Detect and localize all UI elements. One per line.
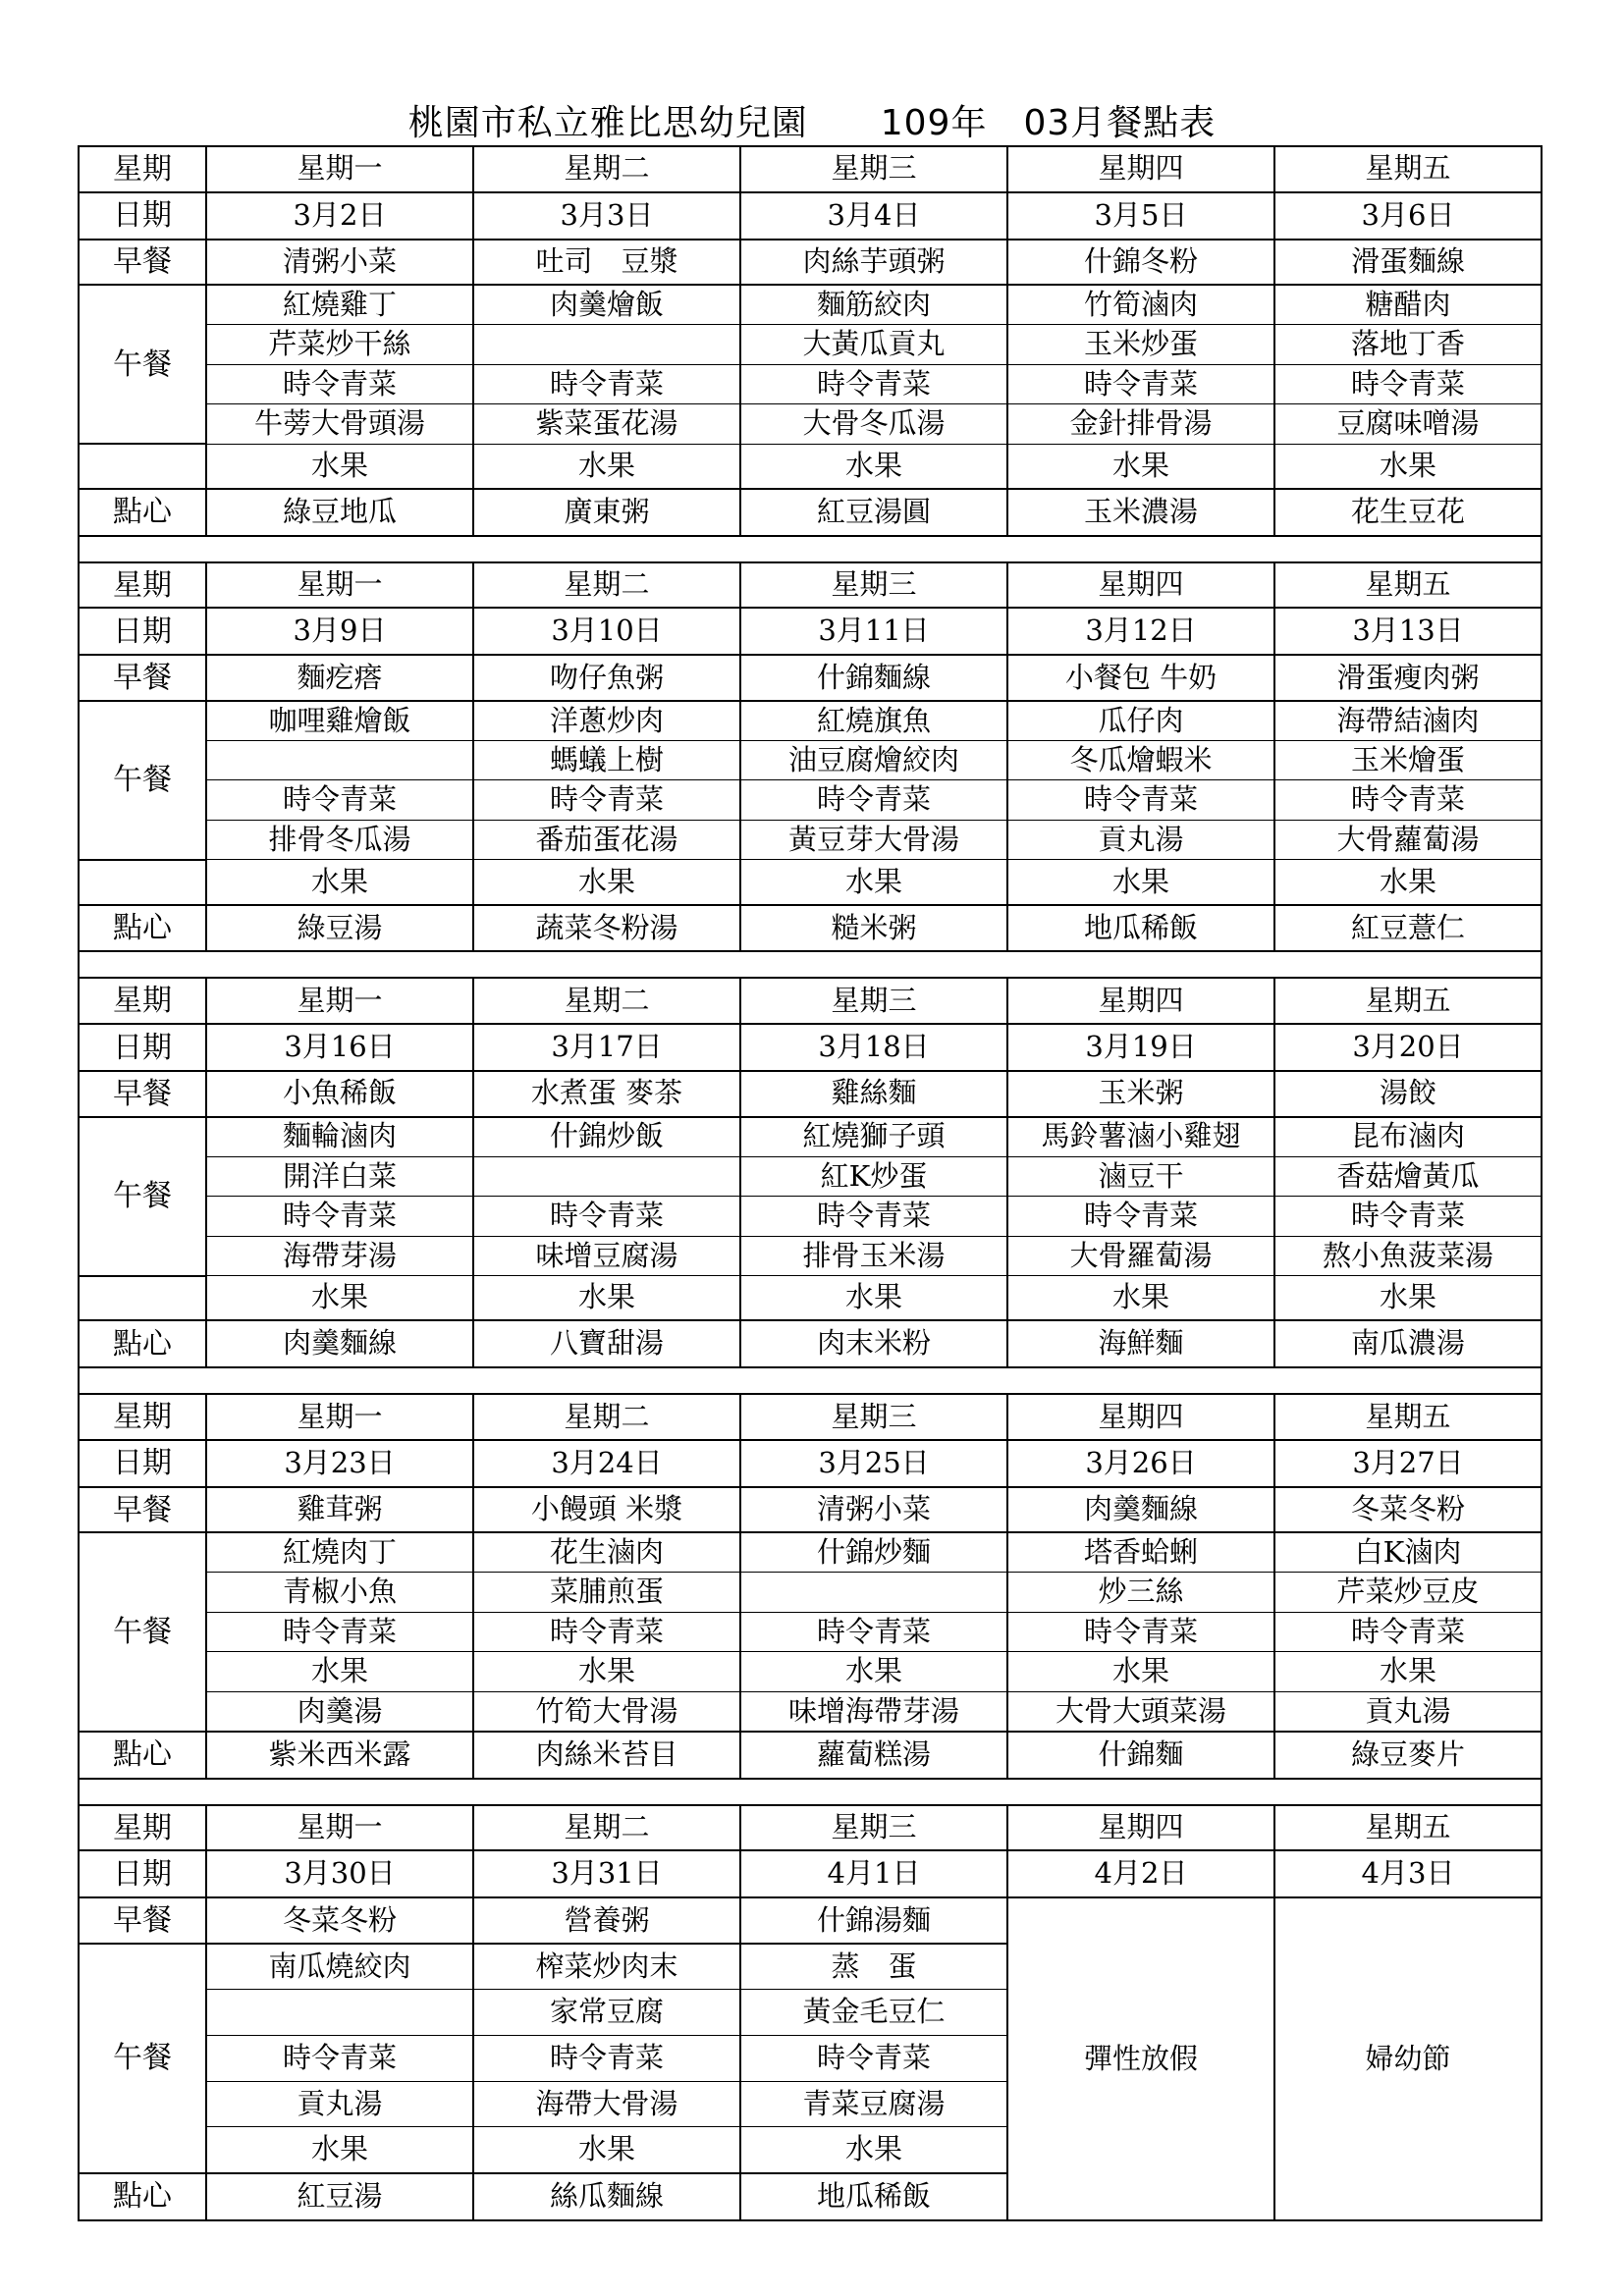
lunch-cell: 水果 [473,860,740,905]
snack-cell: 紅豆湯圓 [740,489,1007,536]
breakfast-label: 早餐 [79,1071,206,1117]
weekday-label: 星期 [79,146,206,192]
breakfast-row [79,1897,1542,1944]
lunch-cell: 貢丸湯 [206,2081,473,2127]
lunch-cell: 水果 [473,2127,740,2173]
lunch-cell: 水果 [1274,1276,1542,1321]
lunch-label-blank [79,1276,206,1321]
breakfast-cell: 什錦湯麵 [740,1897,1007,1944]
lunch-cell: 時令青菜 [473,364,740,404]
weekday-cell: 星期五 [1274,1805,1542,1851]
lunch-cell: 時令青菜 [473,1612,740,1652]
lunch-cell: 南瓜燒絞肉 [206,1944,473,1990]
weekday-cell: 星期一 [206,1394,473,1440]
lunch-row [79,701,1542,741]
date-cell: 4月2日 [1007,1850,1274,1897]
lunch-cell: 時令青菜 [1274,780,1542,821]
date-cell: 3月27日 [1274,1440,1542,1487]
lunch-cell: 昆布滷肉 [1274,1117,1542,1157]
lunch-cell: 水果 [1007,1276,1274,1321]
lunch-cell: 紅燒旗魚 [740,701,1007,741]
lunch-cell: 開洋白菜 [206,1156,473,1197]
weekday-cell: 星期二 [473,1394,740,1440]
date-cell: 3月11日 [740,608,1007,655]
date-cell: 3月5日 [1007,192,1274,240]
lunch-cell: 麵輪滷肉 [206,1117,473,1157]
lunch-cell: 竹筍滷肉 [1007,285,1274,325]
date-label: 日期 [79,192,206,240]
snack-cell: 肉絲米苔目 [473,1732,740,1779]
snack-cell: 廣東粥 [473,489,740,536]
date-cell: 3月13日 [1274,608,1542,655]
weekday-cell: 星期五 [1274,562,1542,609]
separator-cell [79,1779,1542,1805]
lunch-cell: 白K滷肉 [1274,1532,1542,1573]
breakfast-cell: 小餐包 牛奶 [1007,655,1274,701]
lunch-cell: 時令青菜 [473,2035,740,2081]
lunch-cell: 時令青菜 [206,1197,473,1237]
lunch-cell: 水果 [473,1276,740,1321]
snack-row [79,1732,1542,1779]
lunch-cell: 炒三絲 [1007,1573,1274,1613]
separator-cell [79,1367,1542,1394]
breakfast-cell: 什錦冬粉 [1007,240,1274,286]
lunch-cell: 水果 [740,1652,1007,1692]
lunch-cell: 黃豆芽大骨湯 [740,820,1007,860]
weekday-cell: 星期五 [1274,1394,1542,1440]
lunch-cell: 排骨玉米湯 [740,1236,1007,1276]
date-label: 日期 [79,1440,206,1487]
date-row [79,608,1542,655]
lunch-cell: 貢丸湯 [1274,1691,1542,1732]
lunch-cell: 油豆腐燴絞肉 [740,740,1007,780]
snack-cell: 地瓜稀飯 [1007,905,1274,952]
lunch-cell: 水果 [1007,1652,1274,1692]
date-cell: 3月30日 [206,1850,473,1897]
lunch-label: 午餐 [79,1532,206,1732]
date-cell: 3月12日 [1007,608,1274,655]
lunch-cell: 水果 [473,1652,740,1692]
snack-cell: 絲瓜麵線 [473,2173,740,2220]
lunch-cell: 水果 [740,1276,1007,1321]
lunch-cell: 貢丸湯 [1007,820,1274,860]
breakfast-label: 早餐 [79,1897,206,1944]
snack-cell: 紫米西米露 [206,1732,473,1779]
lunch-cell: 海帶芽湯 [206,1236,473,1276]
lunch-cell: 青菜豆腐湯 [740,2081,1007,2127]
lunch-cell: 時令青菜 [740,1612,1007,1652]
breakfast-row [79,655,1542,701]
lunch-cell: 肉羹湯 [206,1691,473,1732]
lunch-cell: 時令青菜 [206,364,473,404]
lunch-cell: 大骨大頭菜湯 [1007,1691,1274,1732]
lunch-cell: 時令青菜 [740,780,1007,821]
snack-cell: 什錦麵 [1007,1732,1274,1779]
lunch-cell: 時令青菜 [740,364,1007,404]
date-cell: 3月16日 [206,1024,473,1071]
date-cell: 3月6日 [1274,192,1542,240]
lunch-cell: 時令青菜 [1274,1612,1542,1652]
date-cell: 3月19日 [1007,1024,1274,1071]
snack-label: 點心 [79,2173,206,2220]
lunch-cell: 時令青菜 [473,1197,740,1237]
date-row [79,1850,1542,1897]
lunch-row [79,1197,1542,1237]
breakfast-cell: 水煮蛋 麥茶 [473,1071,740,1117]
date-cell: 3月18日 [740,1024,1007,1071]
meal-schedule-table [78,145,1543,2221]
lunch-cell: 大黃瓜貢丸 [740,325,1007,365]
lunch-cell: 水果 [740,2127,1007,2173]
date-cell: 3月23日 [206,1440,473,1487]
snack-cell: 肉末米粉 [740,1320,1007,1367]
lunch-row [79,1236,1542,1276]
lunch-cell [206,1990,473,2036]
lunch-row [79,1156,1542,1197]
breakfast-cell: 冬菜冬粉 [206,1897,473,1944]
date-row [79,192,1542,240]
separator-cell [79,951,1542,978]
lunch-cell: 青椒小魚 [206,1573,473,1613]
lunch-cell: 時令青菜 [206,1612,473,1652]
lunch-cell: 時令青菜 [740,1197,1007,1237]
lunch-cell: 馬鈴薯滷小雞翅 [1007,1117,1274,1157]
weekday-row [79,146,1542,192]
breakfast-cell: 吐司 豆漿 [473,240,740,286]
snack-label: 點心 [79,1320,206,1367]
lunch-cell: 糖醋肉 [1274,285,1542,325]
separator-cell [79,536,1542,562]
breakfast-cell: 冬菜冬粉 [1274,1487,1542,1533]
lunch-cell: 芹菜炒干絲 [206,325,473,365]
lunch-cell [473,1156,740,1197]
lunch-label: 午餐 [79,701,206,860]
breakfast-cell: 吻仔魚粥 [473,655,740,701]
weekday-cell: 星期四 [1007,1805,1274,1851]
lunch-cell: 麵筋絞肉 [740,285,1007,325]
snack-cell: 八寶甜湯 [473,1320,740,1367]
date-cell: 3月25日 [740,1440,1007,1487]
lunch-cell: 冬瓜燴蝦米 [1007,740,1274,780]
lunch-cell: 番茄蛋花湯 [473,820,740,860]
breakfast-cell: 雞絲麵 [740,1071,1007,1117]
lunch-cell: 蒸 蛋 [740,1944,1007,1990]
weekday-row [79,562,1542,609]
lunch-cell: 家常豆腐 [473,1990,740,2036]
lunch-cell: 水果 [206,444,473,489]
weekday-label: 星期 [79,1394,206,1440]
week-separator [79,951,1542,978]
date-cell: 3月3日 [473,192,740,240]
lunch-row [79,1532,1542,1573]
lunch-cell: 紅燒肉丁 [206,1532,473,1573]
lunch-cell: 芹菜炒豆皮 [1274,1573,1542,1613]
breakfast-cell: 小魚稀飯 [206,1071,473,1117]
weekday-cell: 星期二 [473,1805,740,1851]
date-cell: 3月24日 [473,1440,740,1487]
date-cell: 3月17日 [473,1024,740,1071]
lunch-label: 午餐 [79,285,206,444]
snack-label: 點心 [79,489,206,536]
lunch-cell: 玉米燴蛋 [1274,740,1542,780]
lunch-label-blank [79,860,206,905]
snack-cell: 花生豆花 [1274,489,1542,536]
weekday-row [79,1805,1542,1851]
lunch-cell: 時令青菜 [1274,364,1542,404]
lunch-row [79,1573,1542,1613]
lunch-row [79,1117,1542,1157]
snack-cell: 紅豆湯 [206,2173,473,2220]
lunch-cell: 水果 [1274,1652,1542,1692]
lunch-cell: 時令青菜 [740,2035,1007,2081]
breakfast-cell: 麵疙瘩 [206,655,473,701]
week-separator [79,1779,1542,1805]
lunch-row [79,780,1542,821]
lunch-row [79,364,1542,404]
snack-label: 點心 [79,905,206,952]
lunch-row [79,404,1542,445]
breakfast-label: 早餐 [79,240,206,286]
lunch-row [79,1652,1542,1692]
lunch-cell: 肉羹燴飯 [473,285,740,325]
week-separator [79,536,1542,562]
weekday-cell: 星期一 [206,562,473,609]
lunch-cell: 大骨羅蔔湯 [1007,1236,1274,1276]
holiday-cell: 彈性放假 [1007,1897,1274,2220]
lunch-cell: 時令青菜 [206,2035,473,2081]
lunch-cell: 味增海帶芽湯 [740,1691,1007,1732]
lunch-cell: 水果 [206,860,473,905]
lunch-cell: 水果 [740,444,1007,489]
breakfast-cell: 滑蛋瘦肉粥 [1274,655,1542,701]
snack-row [79,1320,1542,1367]
lunch-cell: 海帶結滷肉 [1274,701,1542,741]
lunch-cell: 玉米炒蛋 [1007,325,1274,365]
lunch-cell: 菜脯煎蛋 [473,1573,740,1613]
breakfast-cell: 清粥小菜 [206,240,473,286]
date-cell: 3月26日 [1007,1440,1274,1487]
weekday-cell: 星期四 [1007,562,1274,609]
snack-cell: 玉米濃湯 [1007,489,1274,536]
weekday-cell: 星期一 [206,1805,473,1851]
breakfast-cell: 什錦麵線 [740,655,1007,701]
weekday-cell: 星期二 [473,562,740,609]
weekday-cell: 星期三 [740,146,1007,192]
lunch-cell: 紅燒獅子頭 [740,1117,1007,1157]
lunch-cell: 大骨蘿蔔湯 [1274,820,1542,860]
snack-cell: 綠豆地瓜 [206,489,473,536]
lunch-row [79,740,1542,780]
lunch-cell: 時令青菜 [1007,364,1274,404]
page-title: 桃園市私立雅比思幼兒園 109年 03月餐點表 [407,103,1217,143]
weekday-cell: 星期三 [740,562,1007,609]
lunch-row [79,444,1542,489]
lunch-cell [473,325,740,365]
lunch-cell: 金針排骨湯 [1007,404,1274,445]
breakfast-row [79,1487,1542,1533]
lunch-cell: 香菇燴黃瓜 [1274,1156,1542,1197]
lunch-cell: 大骨冬瓜湯 [740,404,1007,445]
weekday-cell: 星期二 [473,978,740,1024]
lunch-cell: 水果 [1274,444,1542,489]
lunch-cell: 什錦炒麵 [740,1532,1007,1573]
date-cell: 3月10日 [473,608,740,655]
breakfast-label: 早餐 [79,1487,206,1533]
lunch-cell: 洋蔥炒肉 [473,701,740,741]
weekday-cell: 星期二 [473,146,740,192]
lunch-cell: 時令青菜 [473,780,740,821]
snack-cell: 綠豆湯 [206,905,473,952]
lunch-cell: 時令青菜 [1274,1197,1542,1237]
lunch-cell: 水果 [473,444,740,489]
date-cell: 4月3日 [1274,1850,1542,1897]
holiday-cell: 婦幼節 [1274,1897,1542,2220]
lunch-cell: 水果 [1007,860,1274,905]
weekday-row [79,978,1542,1024]
lunch-cell: 水果 [206,2127,473,2173]
date-cell: 3月4日 [740,192,1007,240]
breakfast-cell: 肉絲芋頭粥 [740,240,1007,286]
breakfast-cell: 雞茸粥 [206,1487,473,1533]
snack-cell: 綠豆麥片 [1274,1732,1542,1779]
breakfast-cell: 湯餃 [1274,1071,1542,1117]
lunch-cell: 黃金毛豆仁 [740,1990,1007,2036]
weekday-cell: 星期四 [1007,978,1274,1024]
lunch-row [79,1276,1542,1321]
lunch-cell: 水果 [740,860,1007,905]
date-cell: 3月9日 [206,608,473,655]
date-label: 日期 [79,1850,206,1897]
lunch-cell: 時令青菜 [1007,1612,1274,1652]
lunch-cell: 咖哩雞燴飯 [206,701,473,741]
snack-cell: 蘿蔔糕湯 [740,1732,1007,1779]
date-cell: 4月1日 [740,1850,1007,1897]
snack-row [79,489,1542,536]
date-cell: 3月20日 [1274,1024,1542,1071]
date-row [79,1440,1542,1487]
breakfast-label: 早餐 [79,655,206,701]
weekday-cell: 星期一 [206,978,473,1024]
weekday-cell: 星期四 [1007,146,1274,192]
lunch-row [79,325,1542,365]
weekday-row [79,1394,1542,1440]
lunch-cell: 牛蒡大骨頭湯 [206,404,473,445]
lunch-cell: 水果 [206,1652,473,1692]
date-cell: 3月31日 [473,1850,740,1897]
lunch-cell: 瓜仔肉 [1007,701,1274,741]
snack-row [79,905,1542,952]
lunch-cell [740,1573,1007,1613]
lunch-cell: 時令青菜 [206,780,473,821]
breakfast-row [79,240,1542,286]
breakfast-row [79,1071,1542,1117]
lunch-row [79,860,1542,905]
snack-cell: 南瓜濃湯 [1274,1320,1542,1367]
snack-cell: 糙米粥 [740,905,1007,952]
weekday-cell: 星期四 [1007,1394,1274,1440]
date-label: 日期 [79,1024,206,1071]
lunch-cell: 排骨冬瓜湯 [206,820,473,860]
snack-cell: 肉羹麵線 [206,1320,473,1367]
date-cell: 3月2日 [206,192,473,240]
date-label: 日期 [79,608,206,655]
lunch-cell [206,740,473,780]
weekday-cell: 星期三 [740,978,1007,1024]
lunch-cell: 滷豆干 [1007,1156,1274,1197]
weekday-cell: 星期五 [1274,146,1542,192]
weekday-cell: 星期一 [206,146,473,192]
lunch-cell: 水果 [1007,444,1274,489]
lunch-cell: 紅燒雞丁 [206,285,473,325]
lunch-cell: 水果 [1274,860,1542,905]
snack-cell: 地瓜稀飯 [740,2173,1007,2220]
lunch-label: 午餐 [79,1117,206,1276]
lunch-cell: 水果 [206,1276,473,1321]
snack-cell: 蔬菜冬粉湯 [473,905,740,952]
weekday-cell: 星期五 [1274,978,1542,1024]
breakfast-cell: 營養粥 [473,1897,740,1944]
breakfast-cell: 玉米粥 [1007,1071,1274,1117]
weekday-label: 星期 [79,978,206,1024]
lunch-cell: 花生滷肉 [473,1532,740,1573]
lunch-cell: 紅K炒蛋 [740,1156,1007,1197]
lunch-cell: 時令青菜 [1007,1197,1274,1237]
breakfast-cell: 小饅頭 米漿 [473,1487,740,1533]
lunch-cell: 時令青菜 [1007,780,1274,821]
breakfast-cell: 肉羹麵線 [1007,1487,1274,1533]
lunch-cell: 竹筍大骨湯 [473,1691,740,1732]
weekday-cell: 星期三 [740,1394,1007,1440]
lunch-row [79,1612,1542,1652]
lunch-cell: 味增豆腐湯 [473,1236,740,1276]
lunch-cell: 熬小魚菠菜湯 [1274,1236,1542,1276]
lunch-row [79,820,1542,860]
week-separator [79,1367,1542,1394]
snack-cell: 紅豆薏仁 [1274,905,1542,952]
lunch-label-blank [79,444,206,489]
lunch-row [79,1691,1542,1732]
lunch-cell: 紫菜蛋花湯 [473,404,740,445]
date-row [79,1024,1542,1071]
lunch-cell: 什錦炒飯 [473,1117,740,1157]
breakfast-cell: 清粥小菜 [740,1487,1007,1533]
lunch-cell: 螞蟻上樹 [473,740,740,780]
lunch-label: 午餐 [79,1944,206,2173]
lunch-cell: 海帶大骨湯 [473,2081,740,2127]
lunch-cell: 榨菜炒肉末 [473,1944,740,1990]
weekday-label: 星期 [79,562,206,609]
snack-cell: 海鮮麵 [1007,1320,1274,1367]
lunch-cell: 塔香蛤蜊 [1007,1532,1274,1573]
weekday-cell: 星期三 [740,1805,1007,1851]
snack-label: 點心 [79,1732,206,1779]
breakfast-cell: 滑蛋麵線 [1274,240,1542,286]
weekday-label: 星期 [79,1805,206,1851]
lunch-cell: 豆腐味噌湯 [1274,404,1542,445]
lunch-row [79,285,1542,325]
lunch-cell: 落地丁香 [1274,325,1542,365]
